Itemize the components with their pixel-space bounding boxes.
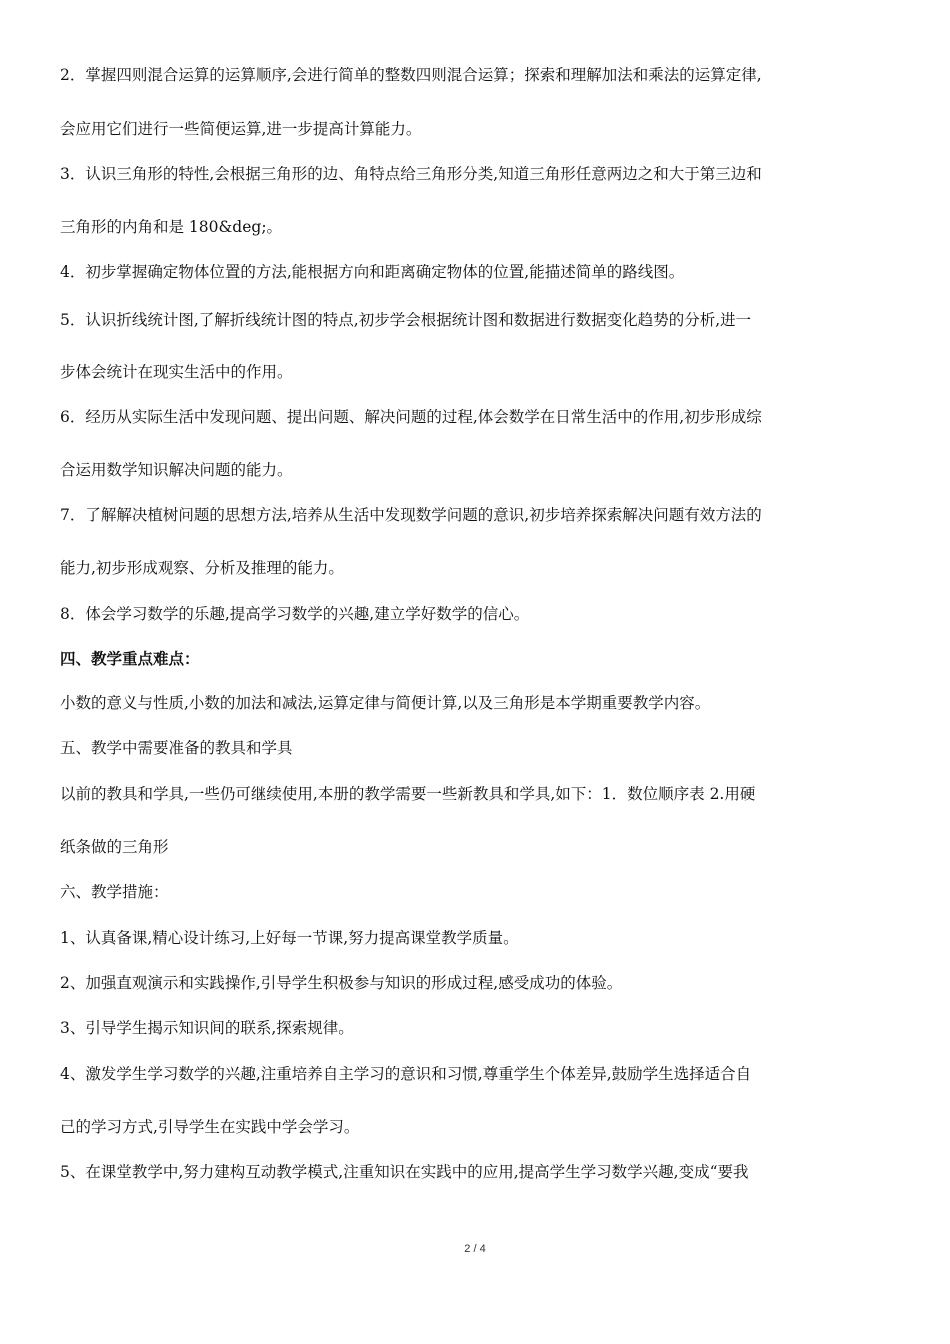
section-heading-6: 六、教学措施： [60, 883, 169, 901]
text-line-20: 2、加强直观演示和实践操作,引导学生积极参与知识的形成过程,感受成功的体验。 [60, 974, 623, 992]
text-line-4: 三角形的内角和是 180&deg;。 [60, 218, 283, 236]
page-number: 2 / 4 [464, 1243, 486, 1255]
section-heading-4: 四、教学重点难点： [60, 649, 200, 668]
text-line-9: 合运用数学知识解决问题的能力。 [60, 461, 293, 479]
text-line-12: 8．体会学习数学的乐趣,提高学习数学的兴趣,建立学好数学的信心。 [60, 605, 530, 623]
text-line-17: 纸条做的三角形 [60, 838, 169, 856]
text-line-3: 3．认识三角形的特性,会根据三角形的边、角特点给三角形分类,知道三角形任意两边之和大于第三边和 [60, 165, 762, 183]
text-line-11: 能力,初步形成观察、分析及推理的能力。 [60, 559, 344, 577]
text-line-16: 以前的教具和学具,一些仍可继续使用,本册的教学需要一些新教具和学具,如下：1．数位顺序表 2.用硬 [60, 785, 756, 803]
text-line-10: 7．了解解决植树问题的思想方法,培养从生活中发现数学问题的意识,初步培养探索解决问题有效方法的 [60, 506, 762, 524]
text-line-8: 6．经历从实际生活中发现问题、提出问题、解决问题的过程,体会数学在日常生活中的作用,初步形成综 [60, 408, 762, 426]
text-line-7: 步体会统计在现实生活中的作用。 [60, 363, 293, 381]
text-line-21: 3、引导学生揭示知识间的联系,探索规律。 [60, 1019, 354, 1037]
text-line-6: 5．认识折线统计图,了解折线统计图的特点,初步学会根据统计图和数据进行数据变化趋势的分析,进一 [60, 311, 752, 329]
section-heading-5: 五、教学中需要准备的教具和学具 [60, 739, 293, 757]
text-line-5: 4．初步掌握确定物体位置的方法,能根据方向和距离确定物体的位置,能描述简单的路线图。 [60, 263, 685, 281]
text-line-23: 己的学习方式,引导学生在实践中学会学习。 [60, 1118, 360, 1136]
text-line-1: 2．掌握四则混合运算的运算顺序,会进行简单的整数四则混合运算；探索和理解加法和乘法的运算定律, [60, 66, 762, 84]
text-line-22: 4、激发学生学习数学的兴趣,注重培养自主学习的意识和习惯,尊重学生个体差异,鼓励学生选择适合自 [60, 1065, 752, 1083]
text-line-14: 小数的意义与性质,小数的加法和减法,运算定律与简便计算,以及三角形是本学期重要教学内容。 [60, 694, 711, 712]
text-line-2: 会应用它们进行一些简便运算,进一步提高计算能力。 [60, 120, 422, 138]
text-line-24: 5、在课堂教学中,努力建构互动教学模式,注重知识在实践中的应用,提高学生学习数学兴趣,变成“要我 [60, 1163, 749, 1181]
text-line-19: 1、认真备课,精心设计练习,上好每一节课,努力提高课堂教学质量。 [60, 929, 519, 947]
